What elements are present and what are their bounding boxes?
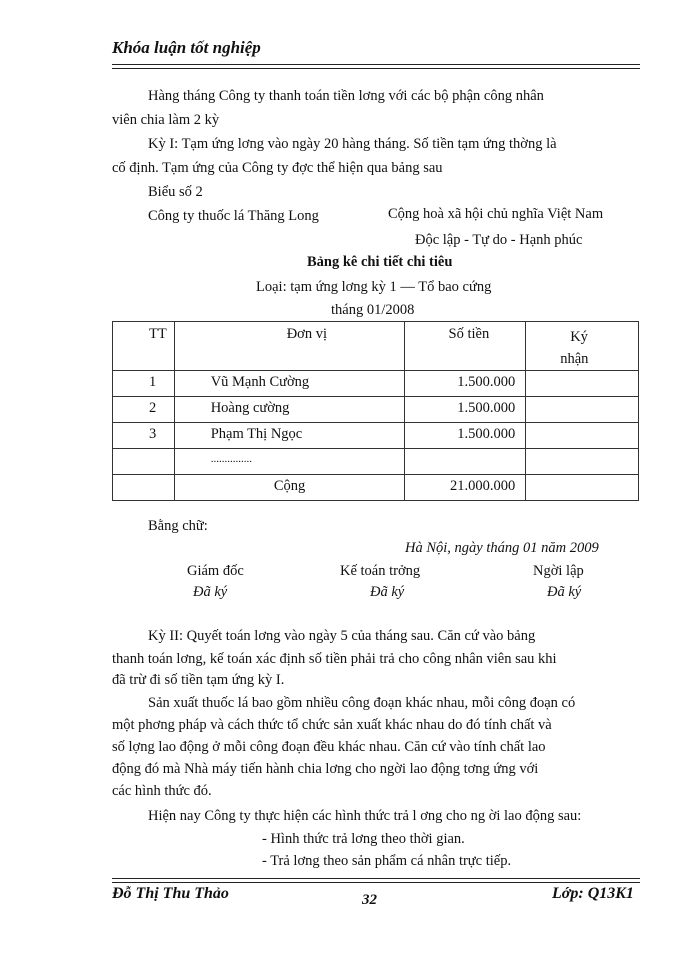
signature-title-director: Giám đốc bbox=[187, 563, 244, 579]
para2-line1: Kỳ I: Tạm ứng lơng vào ngày 20 hàng tháng. Số tiền tạm ứng thờng là bbox=[148, 136, 557, 152]
bullet-time-based: - Hình thức trả lơng theo thời gian. bbox=[262, 831, 465, 847]
signature-title-preparer: Ngời lập bbox=[533, 563, 584, 579]
table-row bbox=[113, 423, 639, 449]
row-name: Hoàng cường bbox=[174, 397, 405, 423]
bullet-product-based: - Trả lơng theo sản phẩm cá nhân trực tiếp. bbox=[262, 853, 512, 869]
row-sign bbox=[526, 423, 639, 449]
sheet-month-line: tháng 01/2008 bbox=[331, 302, 415, 318]
sheet-title: Bảng kê chi tiết chi tiêu bbox=[307, 254, 453, 270]
para4-line1: Sản xuất thuốc lá bao gồm nhiều công đoạn khác nhau, mỗi công đoạn có bbox=[148, 695, 576, 711]
document-header-title: Khóa luận tốt nghiệp bbox=[112, 38, 261, 57]
row-amount: 1.500.000 bbox=[405, 397, 526, 423]
para2-line2: cố định. Tạm ứng của Công ty đợc thể hiện qua bảng sau bbox=[112, 160, 443, 176]
signature-signed-preparer: Đã ký bbox=[547, 584, 582, 600]
row-amount: 1.500.000 bbox=[405, 423, 526, 449]
republic-line2: Độc lập - Tự do - Hạnh phúc bbox=[415, 232, 583, 248]
para4-line3: số lợng lao động ở mỗi công đoạn đều khác nhau. Căn cứ vào tính chất lao bbox=[112, 739, 546, 755]
row-sign bbox=[526, 371, 639, 397]
table-row bbox=[113, 371, 639, 397]
table-total-row bbox=[113, 475, 639, 501]
row-amount bbox=[405, 449, 526, 475]
header-unit: Đơn vị bbox=[174, 322, 405, 371]
header-rule-thin bbox=[112, 68, 640, 69]
para4-line2: một phơng pháp và cách thức tổ chức sản xuất khác nhau do đó tính chất và bbox=[112, 717, 552, 733]
footer-rule bbox=[112, 878, 640, 879]
para1-line1: Hàng tháng Công ty thanh toán tiền lơng với các bộ phận công nhân bbox=[148, 88, 544, 104]
row-tt bbox=[113, 449, 175, 475]
footer-class-label: Lớp: Q13K1 bbox=[552, 885, 634, 902]
para1-line2: viên chia làm 2 kỳ bbox=[112, 112, 220, 128]
header-sign bbox=[526, 322, 639, 371]
table-header-row bbox=[113, 322, 639, 371]
para5-line1: Hiện nay Công ty thực hiện các hình thức trả l ơng cho ng ời lao động sau: bbox=[148, 808, 582, 824]
para3-line3: đã trừ đi số tiền tạm ứng kỳ I. bbox=[112, 672, 285, 688]
total-sign bbox=[526, 475, 639, 501]
page-number: 32 bbox=[362, 892, 377, 908]
total-tt bbox=[113, 475, 175, 501]
header-sign-1: Ký bbox=[570, 329, 588, 345]
row-tt: 3 bbox=[113, 423, 175, 449]
header-rule bbox=[112, 64, 640, 65]
row-tt: 1 bbox=[113, 371, 175, 397]
place-date: Hà Nội, ngày tháng 01 năm 2009 bbox=[405, 540, 599, 556]
row-sign bbox=[526, 397, 639, 423]
header-tt: TT bbox=[113, 322, 175, 371]
total-label: Cộng bbox=[174, 475, 405, 501]
header-amount: Số tiền bbox=[405, 322, 526, 371]
row-name: ............... bbox=[174, 449, 405, 475]
para3-line1: Kỳ II: Quyết toán lơng vào ngày 5 của tháng sau. Căn cứ vào bảng bbox=[148, 628, 536, 644]
row-sign bbox=[526, 449, 639, 475]
expense-table bbox=[112, 321, 639, 501]
row-name: Vũ Mạnh Cường bbox=[174, 371, 405, 397]
total-amount: 21.000.000 bbox=[405, 475, 526, 501]
para4-line5: các hình thức đó. bbox=[112, 783, 212, 799]
header-sign-2: nhận bbox=[560, 351, 589, 367]
company-name: Công ty thuốc lá Thăng Long bbox=[148, 208, 319, 224]
para4-line4: động đó mà Nhà máy tiến hành chia lơng cho ngời lao động tơng ứng với bbox=[112, 761, 539, 777]
table-row bbox=[113, 449, 639, 475]
signature-signed-director: Đã ký bbox=[193, 584, 228, 600]
signature-title-chief-accountant: Kế toán trởng bbox=[340, 563, 421, 579]
footer-rule-thin bbox=[112, 882, 640, 883]
form-label: Biểu số 2 bbox=[148, 184, 203, 200]
row-amount: 1.500.000 bbox=[405, 371, 526, 397]
footer-author: Đỗ Thị Thu Thảo bbox=[112, 885, 229, 902]
in-words-label: Bằng chữ: bbox=[148, 518, 208, 534]
republic-line1: Cộng hoà xã hội chủ nghĩa Việt Nam bbox=[388, 206, 604, 222]
row-tt: 2 bbox=[113, 397, 175, 423]
sheet-type-line: Loại: tạm ứng lơng kỳ 1 — Tổ bao cứng bbox=[256, 279, 492, 295]
signature-signed-chief-accountant: Đã ký bbox=[370, 584, 405, 600]
row-name: Phạm Thị Ngọc bbox=[174, 423, 405, 449]
table-row bbox=[113, 397, 639, 423]
para3-line2: thanh toán lơng, kế toán xác định số tiền phải trả cho công nhân viên sau khi bbox=[112, 651, 557, 667]
